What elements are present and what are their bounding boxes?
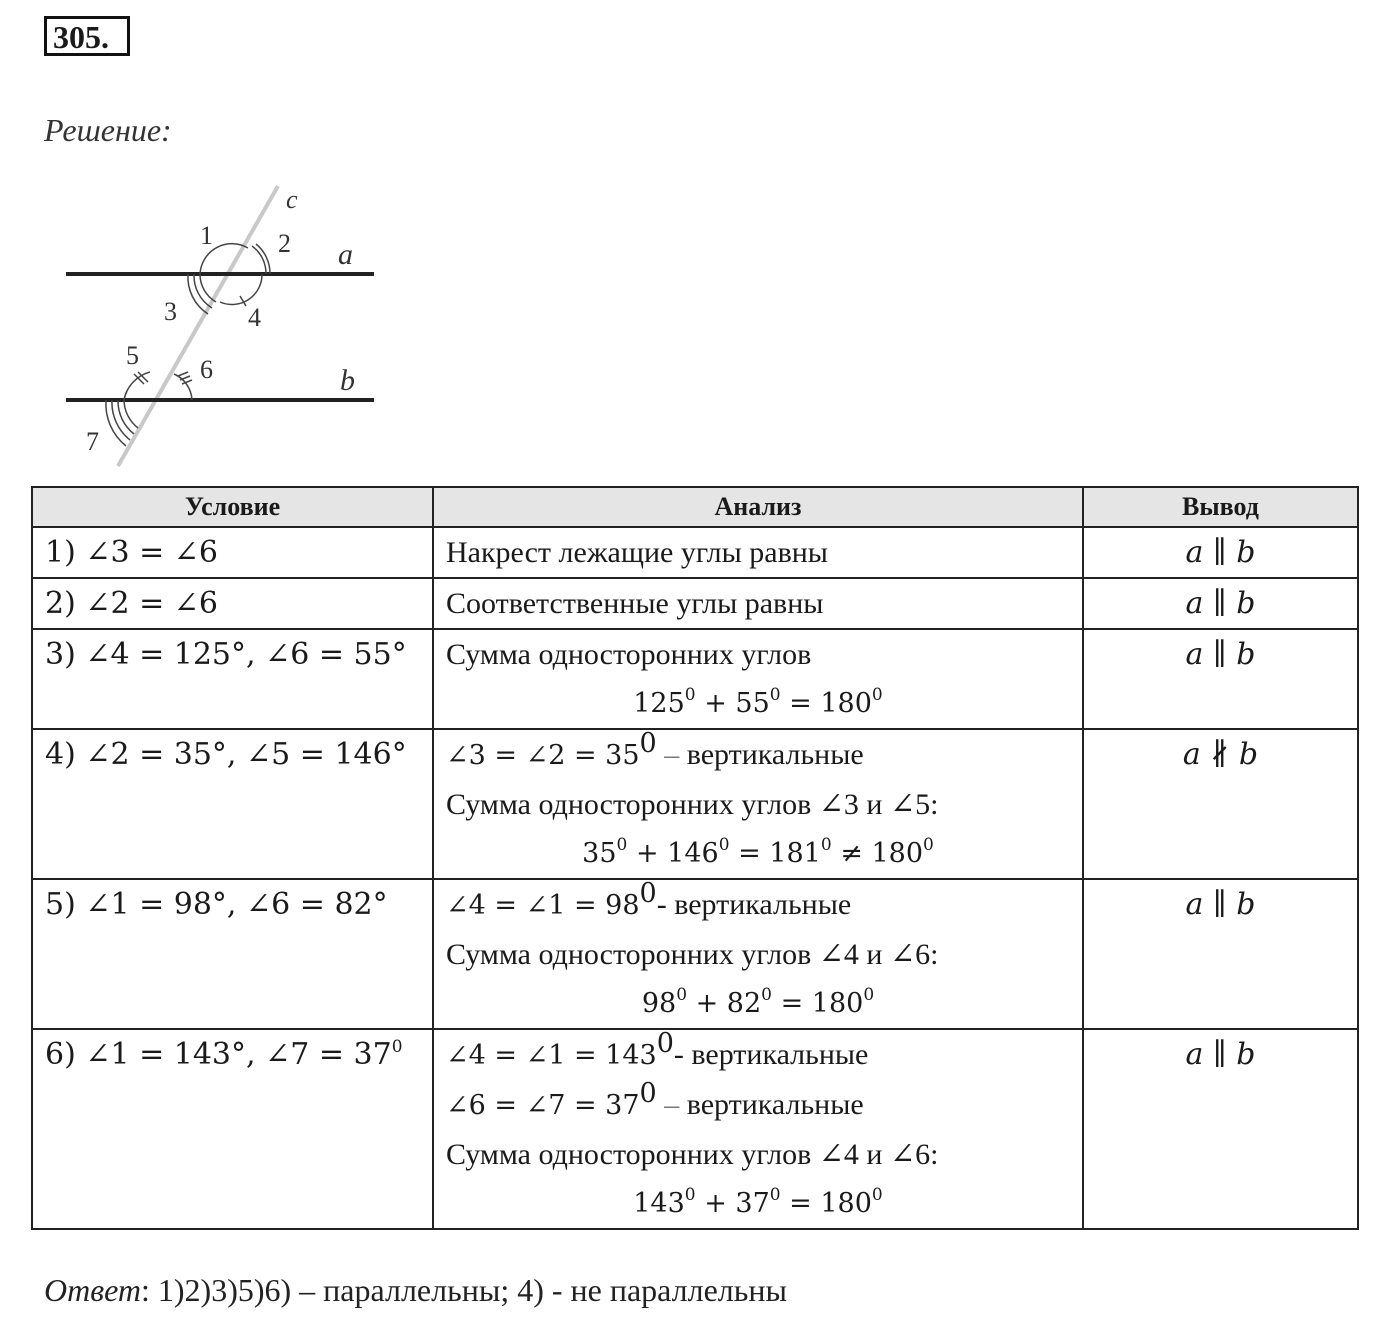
table-row — [32, 527, 1358, 578]
analysis-equation: $98^0 + 82^0 = 180^0$ — [641, 985, 875, 1019]
header-analysis: Анализ — [433, 487, 1083, 527]
analysis-line: Сумма односторонних углов ∠3 и ∠5: — [446, 788, 939, 821]
header-condition: Условие — [32, 487, 433, 527]
condition-cell: 6) ∠1 = 143°, ∠7 = $37^0$ — [32, 1029, 433, 1229]
analysis-cell — [433, 1029, 1083, 1229]
answer-line — [44, 1272, 787, 1309]
analysis-cell — [433, 527, 1083, 578]
answer-label: Ответ — [44, 1272, 141, 1308]
condition-cell: 2) ∠2 = ∠6 — [32, 578, 433, 629]
analysis-line: ∠3 = ∠2 = $35^0$ – вертикальные — [446, 728, 864, 771]
solution-table — [31, 486, 1359, 1230]
angle-label-5: 5 — [126, 341, 139, 370]
answer-text: : 1)2)3)5)6) – параллельны; 4) - не параллельны — [141, 1272, 787, 1308]
conclusion-cell: a ∥ b — [1083, 629, 1358, 729]
label-c: c — [286, 185, 298, 214]
table-row — [32, 879, 1358, 1029]
conclusion-cell: a ∥ b — [1083, 527, 1358, 578]
analysis-cell — [433, 629, 1083, 729]
analysis-line: Соответственные углы равны — [446, 587, 824, 620]
problem-number-box — [44, 16, 130, 56]
analysis-equation: $125^0 + 55^0 = 180^0$ — [633, 685, 883, 719]
analysis-equation: $143^0 + 37^0 = 180^0$ — [633, 1185, 883, 1219]
condition-cell: 1) ∠3 = ∠6 — [32, 527, 433, 578]
angle-label-6: 6 — [200, 355, 213, 384]
conclusion-cell: a ∥ b — [1083, 879, 1358, 1029]
table-row — [32, 1029, 1358, 1229]
analysis-line: ∠4 = ∠1 = $98^0-$ вертикальные — [446, 878, 852, 921]
table-row — [32, 578, 1358, 629]
geometry-diagram — [40, 160, 400, 480]
label-b: b — [340, 364, 355, 397]
angle-label-3: 3 — [164, 297, 177, 326]
analysis-line: ∠6 = ∠7 = $37^0$ – вертикальные — [446, 1078, 864, 1121]
angle-label-4: 4 — [248, 303, 261, 332]
conclusion-cell: a ∥ b — [1083, 1029, 1358, 1229]
condition-cell: 5) ∠1 = 98°, ∠6 = 82° — [32, 879, 433, 1029]
table-row — [32, 729, 1358, 879]
analysis-cell — [433, 578, 1083, 629]
analysis-cell — [433, 729, 1083, 879]
analysis-line: Сумма односторонних углов ∠4 и ∠6: — [446, 938, 939, 971]
analysis-line: Сумма односторонних углов — [446, 638, 812, 671]
analysis-line: Сумма односторонних углов ∠4 и ∠6: — [446, 1138, 939, 1171]
conclusion-cell: a ∦ b — [1083, 729, 1358, 879]
analysis-line: ∠4 = ∠1 = $143^0-$ вертикальные — [446, 1028, 869, 1071]
analysis-equation: $35^0 + 146^0 = 181^0 \ne 180^0$ — [582, 835, 934, 869]
condition-cell: 4) ∠2 = 35°, ∠5 = 146° — [32, 729, 433, 879]
header-conclusion: Вывод — [1083, 487, 1358, 527]
conclusion-cell: a ∥ b — [1083, 578, 1358, 629]
solution-label: Решение: — [44, 112, 172, 148]
condition-cell: 3) ∠4 = 125°, ∠6 = 55° — [32, 629, 433, 729]
angle-label-2: 2 — [278, 229, 291, 258]
problem-number: 305. — [53, 19, 109, 55]
table-row — [32, 629, 1358, 729]
angle-label-1: 1 — [200, 221, 213, 250]
label-a: a — [338, 238, 353, 271]
table-header-row — [32, 487, 1358, 527]
angle-label-7: 7 — [86, 427, 99, 456]
analysis-line: Накрест лежащие углы равны — [446, 536, 828, 569]
analysis-cell — [433, 879, 1083, 1029]
